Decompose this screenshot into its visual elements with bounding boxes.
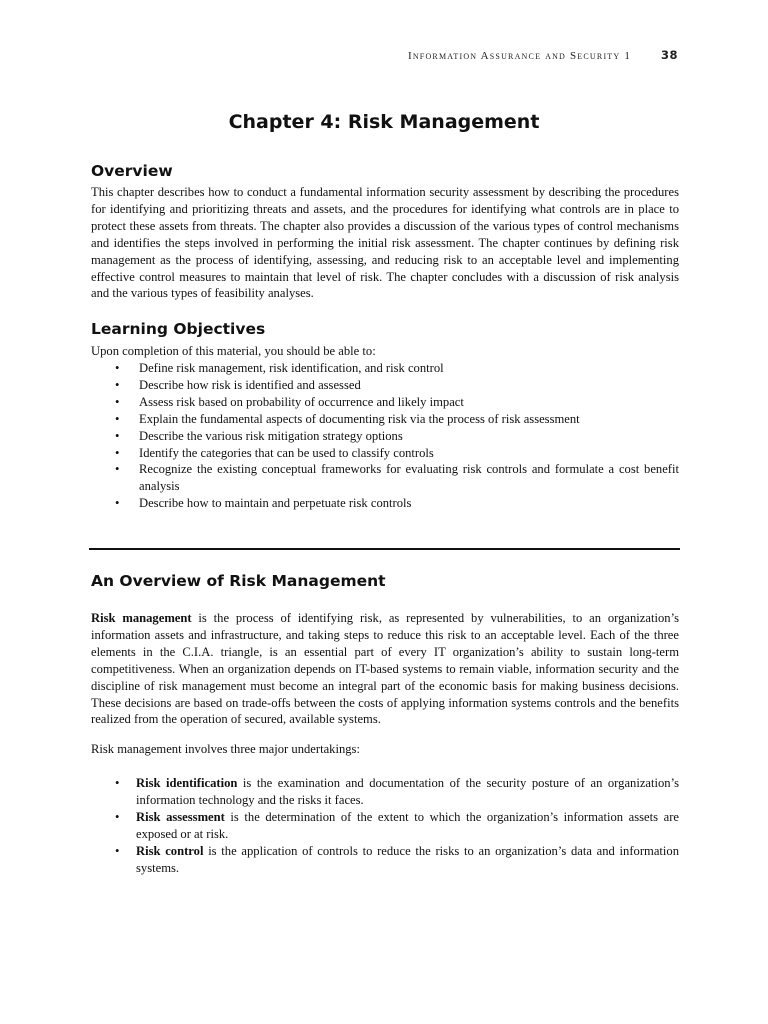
learning-objectives-intro: Upon completion of this material, you should be able to: bbox=[91, 344, 376, 358]
risk-overview-heading: An Overview of Risk Management bbox=[91, 572, 386, 590]
overview-paragraph: This chapter describes how to conduct a fundamental information security assessment by describing the procedures for identifying and prioritizing threats and assets, and the procedures for identifying what controls are in place to protect these assets from threats. The chapter also provides a discussion of the various types of control mechanisms and identifies the steps involved in performing the initial risk assessment. The chapter continues by defining risk management as the process of identifying, assessing, and reducing risk to an acceptable level and implementing effective control measures to maintain that level of risk. The chapter concludes with a discussion of risk analysis and the various types of feasibility analyses. bbox=[91, 185, 679, 301]
section-divider bbox=[89, 548, 680, 550]
running-title: Information Assurance and Security 1 bbox=[407, 50, 632, 62]
list-item bbox=[91, 843, 679, 877]
undertakings-list bbox=[91, 775, 679, 876]
term-risk-management: Risk management bbox=[91, 611, 192, 625]
list-item: • Identify the categories that can be used to classify controls bbox=[91, 445, 679, 462]
undertaking-text: is the examination and documentation of the security posture of an organization’s information technology and the risks it faces. bbox=[136, 776, 679, 807]
undertaking-text: is the determination of the extent to which the organization’s information assets are exposed or at risk. bbox=[136, 809, 679, 841]
learning-objectives-list bbox=[91, 360, 679, 512]
list-item: • Describe the various risk mitigation strategy options bbox=[91, 428, 679, 445]
list-item bbox=[91, 809, 679, 843]
list-item bbox=[91, 775, 679, 809]
list-item: • Recognize the existing conceptual frameworks for evaluating risk controls and formulate a cost benefit analysis bbox=[91, 461, 679, 495]
undertaking-text: is the application of controls to reduce the risks to an organization’s data and information systems. bbox=[136, 843, 679, 875]
list-item: • Assess risk based on probability of occurrence and likely impact bbox=[91, 394, 679, 411]
page-number: 38 bbox=[660, 48, 678, 62]
list-item: • Describe how to maintain and perpetuate risk controls bbox=[91, 495, 679, 512]
term-risk-assessment: Risk assessment bbox=[136, 809, 225, 824]
risk-overview-paragraph bbox=[91, 610, 679, 728]
running-header bbox=[408, 48, 678, 62]
list-item: • Explain the fundamental aspects of documenting risk via the process of risk assessment bbox=[91, 411, 679, 428]
risk-overview-paragraph-text: is the process of identifying risk, as represented by vulnerabilities, to an organization’s information assets and infrastructure, and taking steps to reduce this risk to an acceptable level. Each of the three elements in the C.I.A. triangle, is an essential part of every IT organization’s ability to sustain long-term competitiveness. When an organization depends on IT-based systems to remain viable, information security and the discipline of risk management must become an integral part of the economic basis for making business decisions. These decisions are based on trade-offs between the costs of applying information systems controls and the benefits realized from the operation of secured, available systems. bbox=[91, 611, 679, 727]
chapter-title: Chapter 4: Risk Management bbox=[228, 111, 540, 133]
term-risk-control: Risk control bbox=[136, 843, 204, 858]
overview-heading: Overview bbox=[91, 162, 173, 180]
list-item: • Define risk management, risk identification, and risk control bbox=[91, 360, 679, 377]
list-item: • Describe how risk is identified and assessed bbox=[91, 377, 679, 394]
term-risk-identification: Risk identification bbox=[136, 776, 238, 790]
learning-objectives-heading: Learning Objectives bbox=[91, 320, 266, 338]
undertakings-intro: Risk management involves three major undertakings: bbox=[91, 742, 360, 756]
